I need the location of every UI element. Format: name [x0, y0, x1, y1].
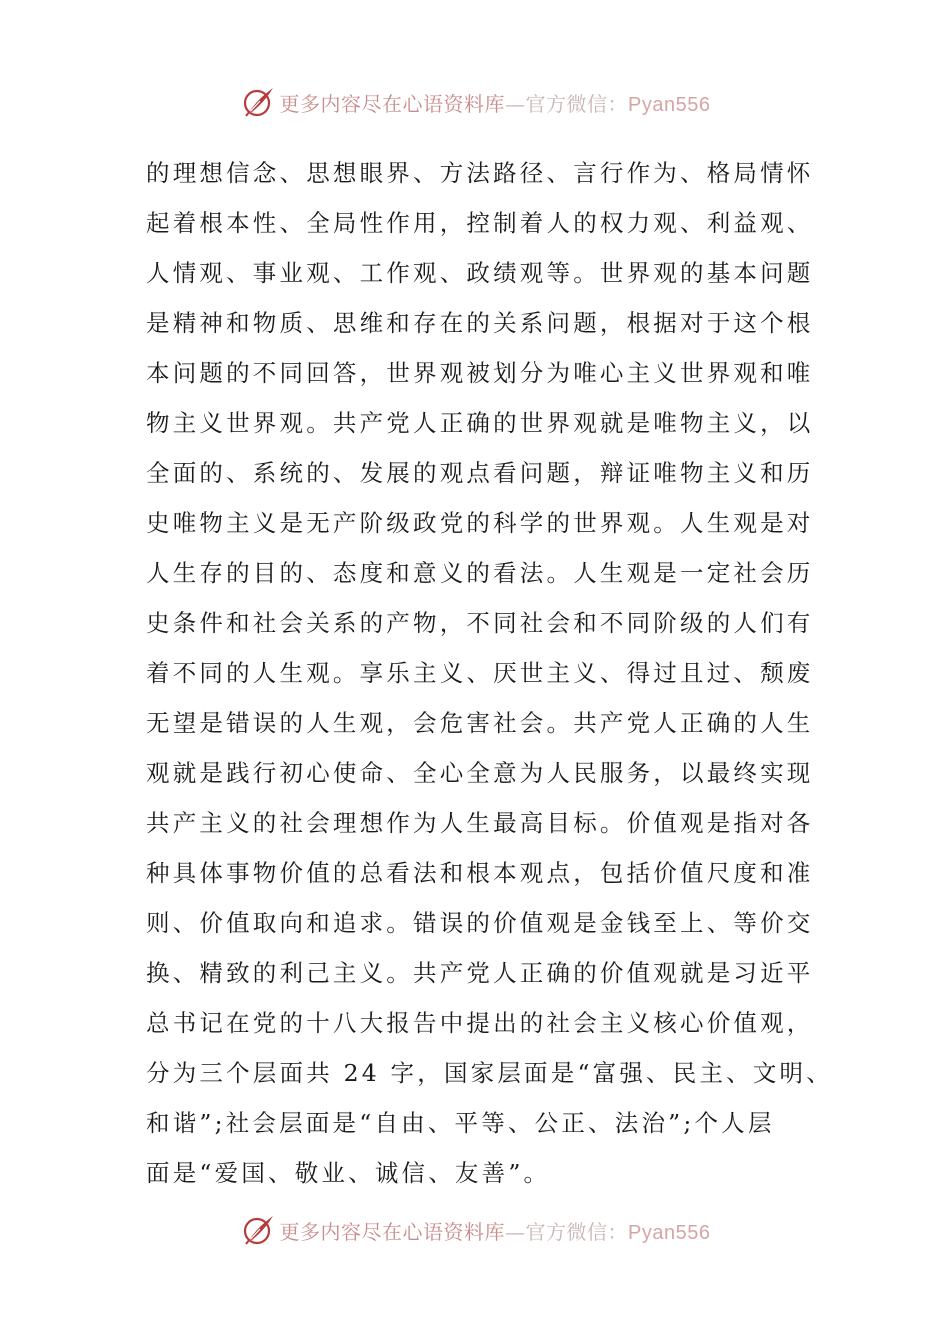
body-line: 面是“爱国、敬业、诚信、友善”。 — [146, 1159, 551, 1187]
footer-watermark-banner — [0, 1210, 950, 1250]
body-line: 是精神和物质、思维和存在的关系问题，根据对于这个根 — [146, 309, 814, 337]
header-watermark-banner — [0, 82, 950, 122]
header-banner-text — [280, 88, 711, 117]
footer-banner-text — [280, 1216, 711, 1245]
body-line: 观就是践行初心使命、全心全意为人民服务，以最终实现 — [146, 759, 814, 787]
body-line: 分为三个层面共 24 字，国家层面是“富强、民主、文明、 — [146, 1059, 833, 1087]
header-brand-text: 更多内容尽在心语资料库 — [279, 91, 506, 116]
body-line: 的理想信念、思想眼界、方法路径、言行作为、格局情怀 — [146, 159, 814, 187]
header-official-label: 官方微信： — [525, 91, 629, 116]
header-account-id: Pyan556 — [628, 93, 711, 116]
body-line: 总书记在党的十八大报告中提出的社会主义核心价值观， — [146, 1009, 814, 1037]
feather-pen-logo-icon — [240, 1212, 276, 1248]
footer-account-id: Pyan556 — [628, 1221, 711, 1244]
body-line: 种具体事物价值的总看法和根本观点，包括价值尺度和准 — [146, 859, 814, 887]
feather-pen-logo-icon — [240, 84, 276, 120]
body-line: 和谐”;社会层面是“自由、平等、公正、法治”;个人层 — [146, 1109, 775, 1137]
footer-official-label: 官方微信： — [525, 1219, 629, 1244]
document-body — [146, 148, 833, 1198]
body-line: 本问题的不同回答，世界观被划分为唯心主义世界观和唯 — [146, 359, 814, 387]
body-line: 着不同的人生观。享乐主义、厌世主义、得过且过、颓废 — [146, 659, 814, 687]
body-line: 全面的、系统的、发展的观点看问题，辩证唯物主义和历 — [146, 459, 814, 487]
body-line: 共产主义的社会理想作为人生最高目标。价值观是指对各 — [146, 809, 814, 837]
body-line: 起着根本性、全局性作用，控制着人的权力观、利益观、 — [146, 209, 814, 237]
footer-brand-text: 更多内容尽在心语资料库 — [279, 1219, 506, 1244]
body-line: 物主义世界观。共产党人正确的世界观就是唯物主义，以 — [146, 409, 814, 437]
body-line: 人生存的目的、态度和意义的看法。人生观是一定社会历 — [146, 559, 814, 587]
footer-dash: — — [505, 1219, 526, 1244]
body-line: 换、精致的利己主义。共产党人正确的价值观就是习近平 — [146, 959, 814, 987]
body-line: 史唯物主义是无产阶级政党的科学的世界观。人生观是对 — [146, 509, 814, 537]
body-line: 则、价值取向和追求。错误的价值观是金钱至上、等价交 — [146, 909, 814, 937]
body-line: 人情观、事业观、工作观、政绩观等。世界观的基本问题 — [146, 259, 814, 287]
body-line: 无望是错误的人生观，会危害社会。共产党人正确的人生 — [146, 709, 814, 737]
body-line: 史条件和社会关系的产物，不同社会和不同阶级的人们有 — [146, 609, 814, 637]
header-dash: — — [505, 91, 526, 116]
